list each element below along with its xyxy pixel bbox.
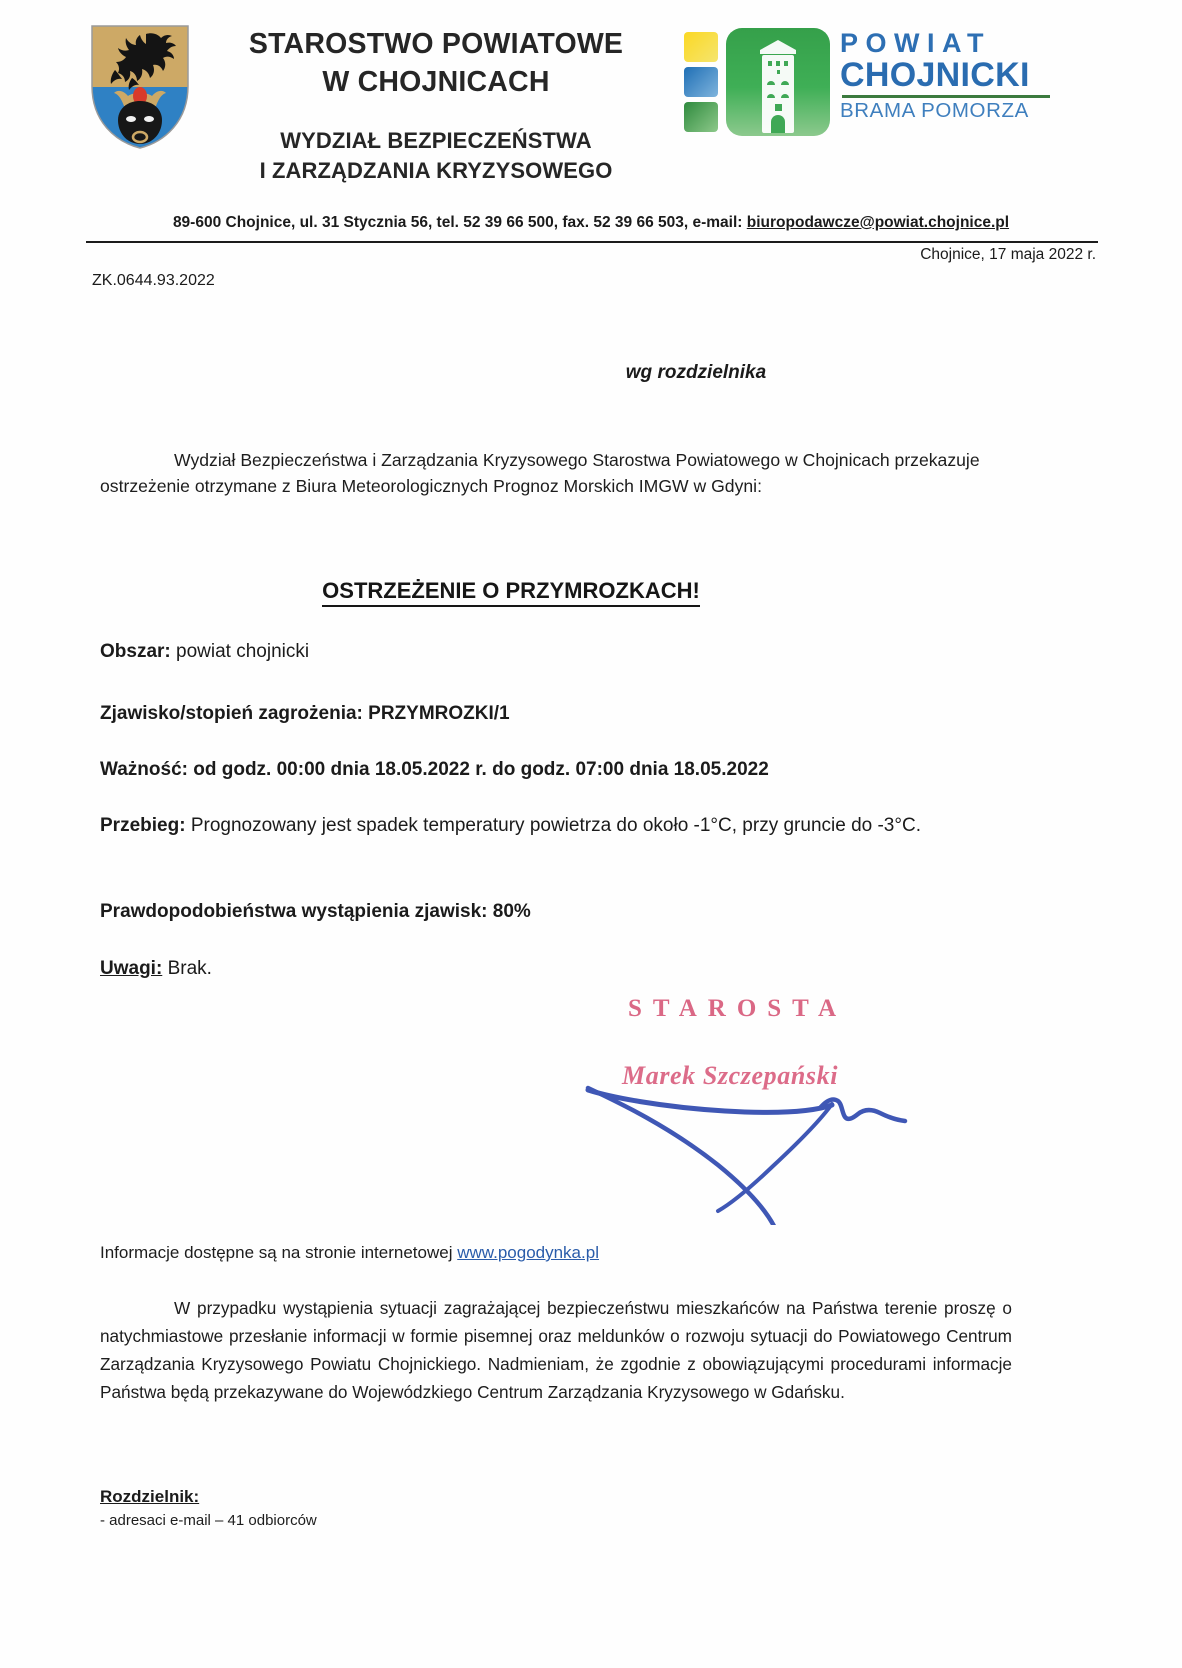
document-date: Chojnice, 17 maja 2022 r. xyxy=(920,246,1096,263)
document-reference-number: ZK.0644.93.2022 xyxy=(92,272,215,289)
stamp-role-text: STAROSTA xyxy=(628,995,848,1022)
closing-paragraph xyxy=(100,1295,1012,1406)
field-waznosc-text: Ważność: od godz. 00:00 dnia 18.05.2022 r. do godz. 07:00 dnia 18.05.2022 xyxy=(100,759,769,780)
coat-of-arms-icon xyxy=(88,24,192,150)
logo-word-chojnicki: CHOJNICKI xyxy=(840,56,1030,94)
stamp-name-text: Marek Szczepański xyxy=(622,1061,839,1090)
closing-paragraph-text: W przypadku wystąpienia sytuacji zagrażającej bezpieczeństwu mieszkańców na Państwa terenie proszę o natychmiastowe przesłanie informacji w formie pisemnej oraz meldunków o rozwoju sytuacji do Powiatowego Centrum Zarządzania Kryzysowego Powiatu Chojnickiego. Nadmieniam, że zgodnie z obowiązującymi procedurami informacje Państwa będą przekazywane do Wojewódzkiego Centrum Zarządzania Kryzysowego w Gdańsku. xyxy=(100,1298,1012,1402)
logo-divider xyxy=(842,95,1050,98)
field-obszar xyxy=(100,638,1000,667)
intro-paragraph xyxy=(100,448,1012,499)
organization-title xyxy=(218,26,654,101)
document-header xyxy=(0,8,1182,231)
field-uwagi-label: Uwagi: xyxy=(100,958,163,979)
intro-paragraph-text: Wydział Bezpieczeństwa i Zarządzania Kryzysowego Starostwa Powiatowego w Chojnicach przekazuje ostrzeżenie otrzymane z Biura Meteorologicznych Prognoz Morskich IMGW w Gdyni: xyxy=(100,450,980,496)
recipient-line: wg rozdzielnika xyxy=(625,362,767,383)
signature-block xyxy=(560,985,980,1215)
logo-word-powiat: POWIAT xyxy=(840,28,991,58)
address-line xyxy=(0,214,1182,232)
field-uwagi-value: Brak. xyxy=(167,958,212,979)
field-przebieg-label: Przebieg: xyxy=(100,815,186,836)
field-zjawisko xyxy=(100,700,1000,729)
field-przebieg xyxy=(100,812,980,841)
field-obszar-label: Obszar: xyxy=(100,641,171,662)
contact-email[interactable]: biuropodawcze@powiat.chojnice.pl xyxy=(746,214,1010,231)
address-text: 89-600 Chojnice, ul. 31 Stycznia 56, tel. 52 39 66 500, fax. 52 39 66 503, e-mail: xyxy=(172,214,747,231)
pogodynka-link[interactable]: www.pogodynka.pl xyxy=(457,1243,599,1262)
info-availability-text: Informacje dostępne są na stronie internetowej xyxy=(100,1243,458,1262)
field-waznosc xyxy=(100,756,1000,785)
organization-title-line2: W CHOJNICACH xyxy=(322,65,550,98)
distribution-list-title: Rozdzielnik: xyxy=(100,1487,200,1506)
logo-square-blue-icon xyxy=(684,67,718,97)
warning-title-text: OSTRZEŻENIE O PRZYMROZKACH! xyxy=(322,578,700,607)
organization-title-line1: STAROSTWO POWIATOWE xyxy=(248,28,624,60)
field-prawdopodobienstwo-text: Prawdopodobieństwa wystąpienia zjawisk: 80% xyxy=(100,901,531,922)
field-prawdopodobienstwo xyxy=(100,898,1000,927)
logo-square-green-icon xyxy=(684,102,718,132)
distribution-list-item: - adresaci e-mail – 41 odbiorców xyxy=(100,1512,317,1529)
info-availability-line xyxy=(100,1243,599,1263)
field-zjawisko-text: Zjawisko/stopień zagrożenia: PRZYMROZKI/1 xyxy=(100,703,510,724)
logo-color-squares xyxy=(684,32,718,132)
logo-wordmark xyxy=(840,26,1054,121)
field-obszar-value: powiat chojnicki xyxy=(176,641,310,662)
field-uwagi xyxy=(100,955,1000,984)
department-title xyxy=(218,126,654,186)
logo-tower-icon xyxy=(726,28,830,136)
department-title-line2: I ZARZĄDZANIA KRYZYSOWEGO xyxy=(259,157,613,183)
department-title-line1: WYDZIAŁ BEZPIECZEŃSTWA xyxy=(280,128,592,153)
logo-tagline: BRAMA POMORZA xyxy=(840,98,1029,122)
warning-title xyxy=(0,578,1182,604)
header-divider xyxy=(86,241,1098,243)
logo-square-yellow-icon xyxy=(684,32,718,62)
powiat-chojnicki-logo xyxy=(684,26,1054,138)
field-przebieg-value: Prognozowany jest spadek temperatury powietrza do około -1°C, przy gruncie do -3°C. xyxy=(190,815,921,836)
